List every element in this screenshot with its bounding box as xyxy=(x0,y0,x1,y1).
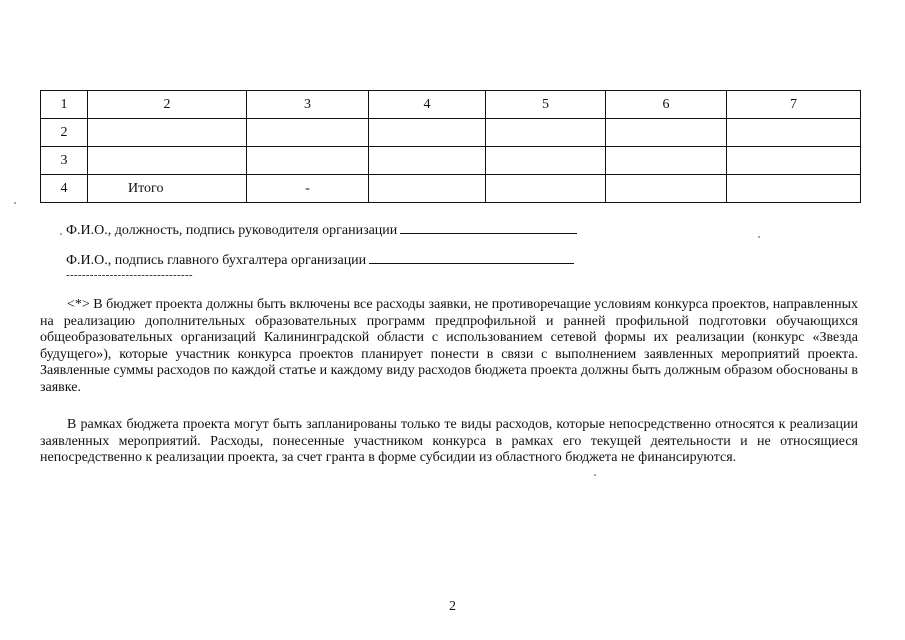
budget-table xyxy=(40,90,861,203)
header-cell: 5 xyxy=(486,91,606,119)
table-cell xyxy=(486,119,606,147)
footnote-paragraph: <*> В бюджет проекта должны быть включены все расходы заявки, не противоречащие условиям конкурса проектов, направленных на реализацию дополнительных образовательных программ предпрофильной и ранней профильной подготовки обучающихся общеобразовательных организаций Калининградской области с использованием сетевой формы их реализации (конкурс «Звезда будущего»), которые участник конкурса проектов планирует понести в связи с выполнением заявленных мероприятий проекта. Заявленные суммы расходов по каждой статье и каждому виду расходов бюджета проекта должны быть должным образом обоснованы в заявке. xyxy=(40,297,858,395)
table-row xyxy=(41,119,861,147)
scan-speck xyxy=(594,474,596,476)
accountant-signature-label: Ф.И.О., подпись главного бухгалтера организации xyxy=(66,253,367,268)
table-row xyxy=(41,147,861,175)
header-cell: 4 xyxy=(369,91,486,119)
table-cell: - xyxy=(247,175,369,203)
scan-speck xyxy=(60,233,62,235)
table-cell xyxy=(369,119,486,147)
table-cell xyxy=(727,119,861,147)
accountant-signature-blank[interactable] xyxy=(369,262,574,264)
table-cell xyxy=(606,175,727,203)
table-cell xyxy=(486,147,606,175)
page-number: 2 xyxy=(449,599,456,614)
head-signature-label: Ф.И.О., должность, подпись руководителя организации xyxy=(66,223,398,238)
header-cell: 2 xyxy=(88,91,247,119)
table-cell xyxy=(486,175,606,203)
accountant-signature-line xyxy=(66,253,574,269)
scan-speck xyxy=(758,236,760,238)
table-cell xyxy=(606,119,727,147)
header-cell: 3 xyxy=(247,91,369,119)
table-header-row xyxy=(41,91,861,119)
table-total-row xyxy=(41,175,861,203)
table-cell xyxy=(606,147,727,175)
scan-speck xyxy=(14,202,16,204)
row-number-cell: 2 xyxy=(41,119,88,147)
table-cell xyxy=(727,147,861,175)
table-cell xyxy=(247,147,369,175)
table-cell xyxy=(369,175,486,203)
table-cell xyxy=(88,147,247,175)
row-number-cell: 4 xyxy=(41,175,88,203)
head-signature-blank[interactable] xyxy=(400,232,577,234)
head-signature-line xyxy=(66,223,577,239)
header-cell: 6 xyxy=(606,91,727,119)
row-number-cell: 3 xyxy=(41,147,88,175)
table-cell xyxy=(88,119,247,147)
footnote-separator: -------------------------------- xyxy=(66,269,193,281)
header-cell: 7 xyxy=(727,91,861,119)
header-cell: 1 xyxy=(41,91,88,119)
table-cell xyxy=(727,175,861,203)
table-cell xyxy=(247,119,369,147)
note-paragraph: В рамках бюджета проекта могут быть запланированы только те виды расходов, которые непосредственно относятся к реализации заявленных мероприятий. Расходы, понесенные участником конкурса в рамках его текущей деятельности и не относящиеся непосредственно к реализации проекта, за счет гранта в форме субсидии из областного бюджета не финансируются. xyxy=(40,417,858,465)
table-cell xyxy=(369,147,486,175)
total-label-cell: Итого xyxy=(88,175,247,203)
